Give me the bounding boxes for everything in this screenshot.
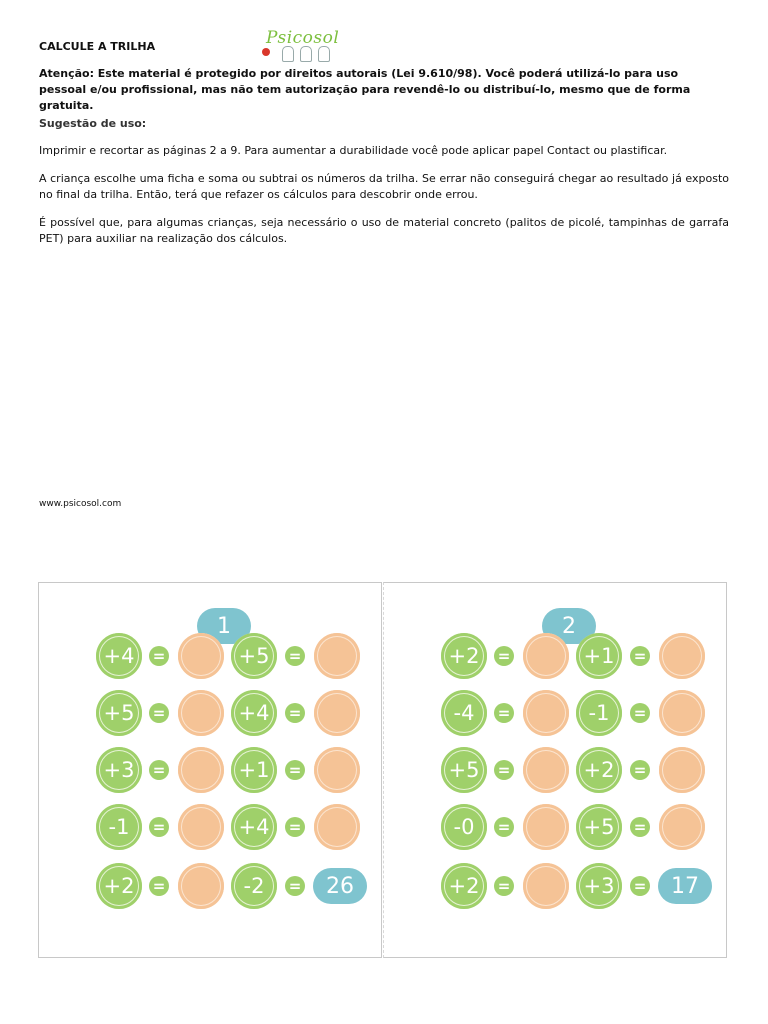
card-number-badge: 1 (197, 608, 251, 644)
equals-sign: = (285, 646, 305, 666)
instruction-paragraph-2: A criança escolhe uma ficha e soma ou subtrai os números da trilha. Se errar não conseguirá chegar ao resultado já exposto no final da trilha. Então, terá que refazer os cálculos para descobrir onde errou. (39, 172, 729, 201)
operation-number: +5 (576, 804, 622, 850)
equals-sign: = (149, 876, 169, 896)
answer-blank (523, 633, 569, 679)
answer-blank (523, 747, 569, 793)
instruction-paragraph-3: É possível que, para algumas crianças, seja necessário o uso de material concreto (palitos de picolé, tampinhas de garrafa PET) para auxiliar na realização dos cálculos. (39, 216, 729, 245)
trail-card (38, 582, 382, 958)
equals-sign: = (494, 876, 514, 896)
equals-sign: = (285, 703, 305, 723)
logo-text: Psicosol (266, 28, 340, 48)
instruction-paragraph-1: Imprimir e recortar as páginas 2 a 9. Para aumentar a durabilidade você pode aplicar papel Contact ou plastificar. (39, 144, 668, 157)
operation-number: -1 (96, 804, 142, 850)
answer-blank (314, 747, 360, 793)
answer-blank (659, 804, 705, 850)
equals-sign: = (285, 876, 305, 896)
answer-blank (523, 863, 569, 909)
answer-blank (178, 804, 224, 850)
equals-sign: = (630, 703, 650, 723)
equals-sign: = (494, 703, 514, 723)
equals-sign: = (149, 646, 169, 666)
answer-blank (178, 747, 224, 793)
equals-sign: = (494, 646, 514, 666)
ladybug-icon (262, 48, 270, 56)
figure-icon (318, 46, 330, 62)
operation-number: +3 (576, 863, 622, 909)
equals-sign: = (630, 817, 650, 837)
answer-blank (314, 633, 360, 679)
page-title: CALCULE A TRILHA (39, 40, 156, 53)
equals-sign: = (494, 817, 514, 837)
equals-sign: = (630, 646, 650, 666)
operation-number: -2 (231, 863, 277, 909)
operation-number: +2 (441, 633, 487, 679)
copyright-warning: Atenção: Este material é protegido por direitos autorais (Lei 9.610/98). Você poderá utilizá-lo para uso pessoal e/ou profissional, mas não tem autorização para revendê-lo ou distribuí-lo, mesmo que de forma gratuita. (39, 67, 691, 112)
operation-number: +3 (96, 747, 142, 793)
equals-sign: = (149, 760, 169, 780)
equals-sign: = (285, 817, 305, 837)
operation-number: +4 (231, 804, 277, 850)
answer-blank (178, 690, 224, 736)
operation-number: +4 (231, 690, 277, 736)
figure-icon (300, 46, 312, 62)
operation-number: -1 (576, 690, 622, 736)
answer-blank (659, 633, 705, 679)
equals-sign: = (149, 817, 169, 837)
answer-blank (314, 690, 360, 736)
website-link[interactable]: www.psicosol.com (39, 499, 122, 509)
answer-blank (523, 690, 569, 736)
operation-number: +5 (96, 690, 142, 736)
equals-sign: = (494, 760, 514, 780)
suggestion-heading: Sugestão de uso: (39, 117, 147, 130)
answer-blank (178, 863, 224, 909)
operation-number: +1 (231, 747, 277, 793)
trail-card (383, 582, 727, 958)
equals-sign: = (285, 760, 305, 780)
final-result-badge: 26 (313, 868, 367, 904)
operation-number: +5 (441, 747, 487, 793)
operation-number: -0 (441, 804, 487, 850)
operation-number: +1 (576, 633, 622, 679)
card-number-badge: 2 (542, 608, 596, 644)
answer-blank (659, 747, 705, 793)
operation-number: -4 (441, 690, 487, 736)
psicosol-logo (260, 28, 340, 62)
operation-number: +4 (96, 633, 142, 679)
equals-sign: = (630, 876, 650, 896)
operation-number: +2 (96, 863, 142, 909)
answer-blank (178, 633, 224, 679)
operation-number: +2 (576, 747, 622, 793)
answer-blank (523, 804, 569, 850)
equals-sign: = (149, 703, 169, 723)
answer-blank (314, 804, 360, 850)
operation-number: +2 (441, 863, 487, 909)
figure-icon (282, 46, 294, 62)
final-result-badge: 17 (658, 868, 712, 904)
game-cards (38, 582, 729, 958)
equals-sign: = (630, 760, 650, 780)
answer-blank (659, 690, 705, 736)
operation-number: +5 (231, 633, 277, 679)
